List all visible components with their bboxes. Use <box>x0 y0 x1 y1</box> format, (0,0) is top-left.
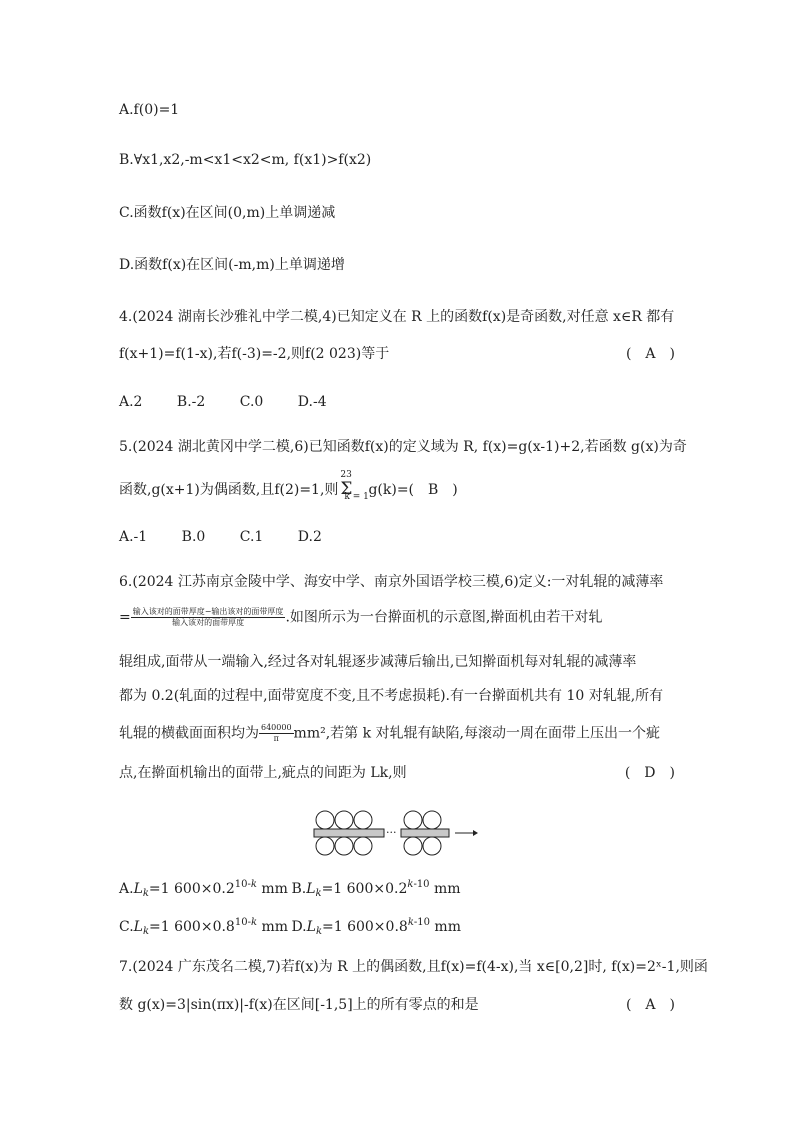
q6-option-b: $B.L_k=1$ $600\times 0.2^{k-10}$ mm <box>291 879 461 899</box>
option-d-prev: D.函数f(x)在区间(-m,m)上单调递增 <box>119 257 345 273</box>
option-b-prev: B.∀x1,x2,-m<x1<x2<m, f(x1)>f(x2) <box>119 152 372 168</box>
roller-bottom-3 <box>354 837 372 855</box>
q6-stem-line2: = $\frac{\text{输入该对的面带厚度−输出该对的面带厚度}}{\text{输入该对的面带厚度}}$ .如图所示为一台擀面机的示意图,擀面机由若干对轧 <box>119 607 603 627</box>
q5-options <box>119 527 352 547</box>
q7-stem-line2: 数 g(x)=3|sin(πx)|-f(x)在区间[-1,5]上的所有零点的和是 ( A ) <box>119 997 675 1013</box>
ellipsis-dots: ··· <box>386 826 397 839</box>
summation-symbol: Σ 23 k = 1 <box>340 470 369 502</box>
dough-sheet-right <box>401 829 449 837</box>
roller-top-5 <box>423 811 441 829</box>
reduction-rate-fraction: $\frac{\text{输入该对的面带厚度−输出该对的面带厚度}}{\text{输入该对的面带厚度}}$ <box>132 607 284 627</box>
q6-stem-line3: 辊组成,面带从一端输入,经过各对轧辊逐步减薄后输出,已知擀面机每对轧辊的减薄率 <box>119 654 637 670</box>
q7-stem-line1: 7.(2024 广东茂名二模,7)若f(x)为 R 上的偶函数,且f(x)=f(4-x),当 x∈[0,2]时, f(x)=2ˣ-1,则函 <box>119 959 708 975</box>
q4-option-c: C.0 <box>239 394 264 410</box>
area-fraction: $\frac{640000}{\pi}$ <box>261 723 292 743</box>
q5-stem-line2: 函数,g(x+1)为偶函数,且f(2)=1,则 Σ 23 k = 1 g(k)=( B ) <box>119 470 458 502</box>
dough-sheet-left <box>314 829 384 837</box>
q5-option-a: A.-1 <box>119 529 148 545</box>
q4-answer: ( A ) <box>625 346 675 362</box>
q6-option-a: $A.L_k=1$ $600\times 0.2^{10-k}$ mm <box>119 879 288 899</box>
roller-bottom-5 <box>423 837 441 855</box>
roller-top-4 <box>404 811 422 829</box>
q4-stem-line1: 4.(2024 湖南长沙雅礼中学二模,4)已知定义在 R 上的函数f(x)是奇函数,对任意 x∈R 都有 <box>119 309 675 325</box>
q6-stem-line6: 点,在擀面机输出的面带上,疵点的间距为 Lk,则 ( D ) <box>119 765 675 781</box>
option-a-prev: A.f(0)=1 <box>119 102 180 118</box>
q5-option-c: C.1 <box>239 529 264 545</box>
q4-option-d: D.-4 <box>297 394 327 410</box>
q6-option-c: $C.L_k=1$ $600\times 0.8^{10-k}$ mm <box>119 917 289 937</box>
q6-stem-line1: 6.(2024 江苏南京金陵中学、海安中学、南京外国语学校三模,6)定义:一对轧辊的减薄率 <box>119 574 664 590</box>
roller-bottom-4 <box>404 837 422 855</box>
roller-top-2 <box>335 811 353 829</box>
arrow-head-icon <box>473 830 478 836</box>
rolling-machine-diagram <box>310 808 480 858</box>
q6-options-row2 <box>119 913 461 942</box>
q6-options-row1 <box>119 875 461 904</box>
roller-top-3 <box>354 811 372 829</box>
q4-option-a: A.2 <box>119 394 143 410</box>
option-c-prev: C.函数f(x)在区间(0,m)上单调递减 <box>119 205 336 221</box>
q6-answer: ( D ) <box>624 765 675 781</box>
q4-option-b: B.-2 <box>176 394 206 410</box>
q6-stem-line5: 轧辊的横截面面积均为 $\frac{640000}{\pi}$ mm²,若第 k 对轧辊有缺陷,每滚动一周在面带上压出一个疵 <box>119 723 660 743</box>
q7-answer: ( A ) <box>625 997 675 1013</box>
q5-option-b: B.0 <box>181 529 206 545</box>
q5-stem-line1: 5.(2024 湖北黄冈中学二模,6)已知函数f(x)的定义域为 R, f(x)=g(x-1)+2,若函数 g(x)为奇 <box>119 439 687 455</box>
q6-option-d: $D.L_k=1$ $600\times 0.8^{k-10}$ mm <box>291 917 461 937</box>
roller-bottom-2 <box>335 837 353 855</box>
q6-stem-line4: 都为 0.2(轧面的过程中,面带宽度不变,且不考虑损耗).有一台擀面机共有 10 对轧辊,所有 <box>119 688 664 704</box>
roller-bottom-1 <box>316 837 334 855</box>
roller-top-1 <box>316 811 334 829</box>
q4-stem-line2: f(x+1)=f(1-x),若f(-3)=-2,则f(2 023)等于 ( A ) <box>119 346 675 362</box>
q5-option-d: D.2 <box>297 529 322 545</box>
q4-options <box>119 392 357 412</box>
